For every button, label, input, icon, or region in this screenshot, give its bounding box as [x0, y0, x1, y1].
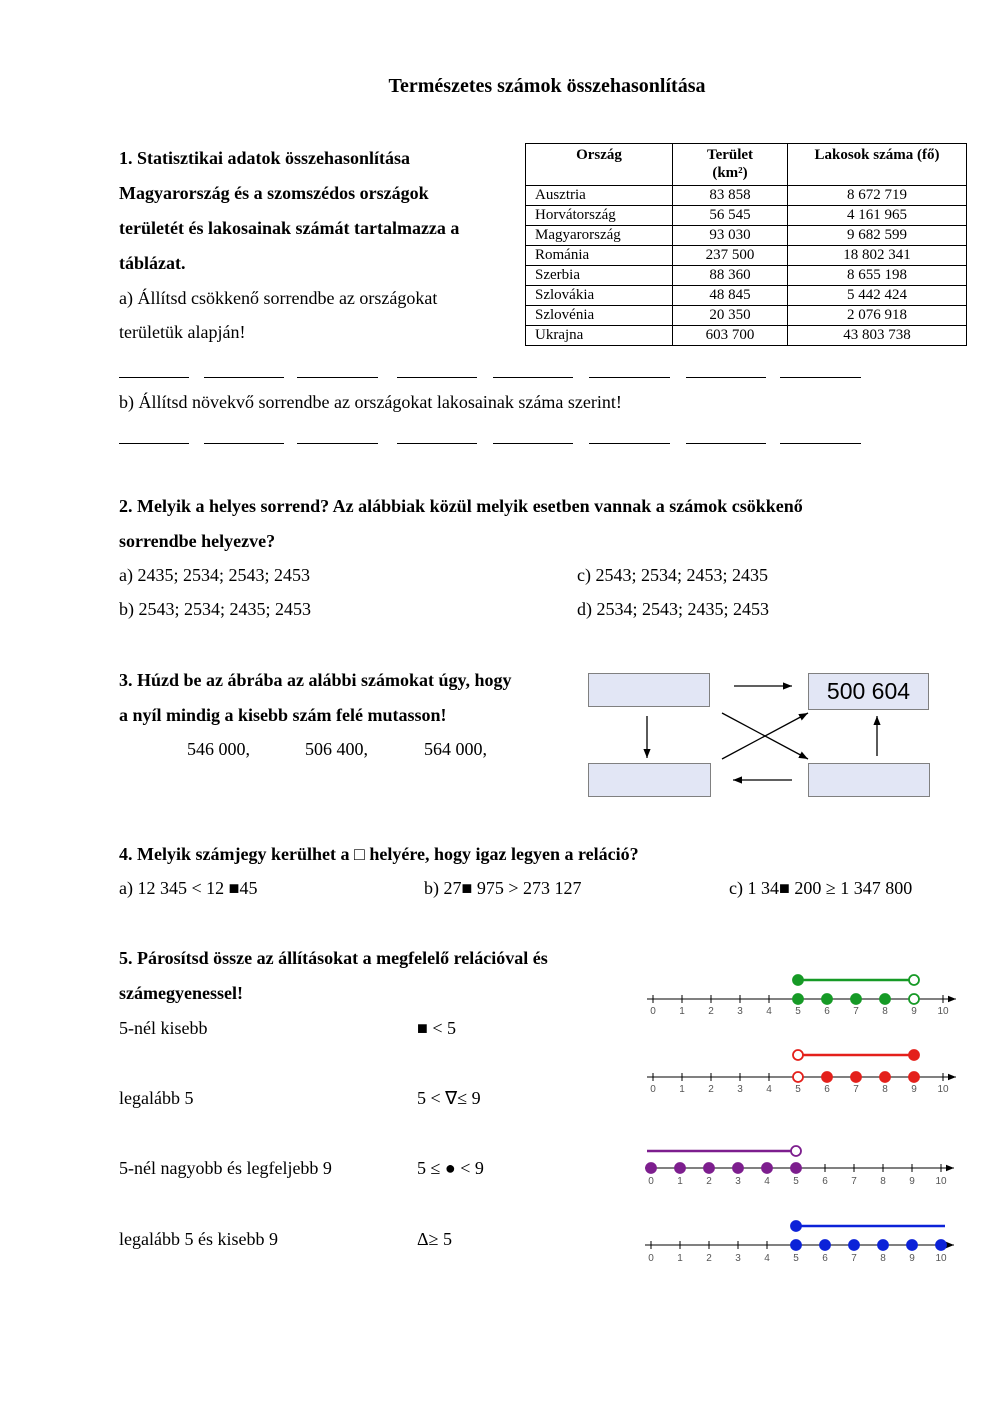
task-b-text: b) Állítsd növekvő sorrendbe az országokat lakosainak száma szerint! [119, 392, 622, 412]
tick-label: 1 [677, 1253, 683, 1264]
cell-population: 8 655 198 [788, 266, 967, 286]
answer-blank[interactable] [780, 377, 861, 378]
cell-area: 20 350 [673, 306, 788, 326]
tick-label: 5 [795, 1084, 801, 1095]
tick-label: 3 [737, 1006, 743, 1017]
cell-population: 4 161 965 [788, 206, 967, 226]
tick-label: 9 [911, 1006, 917, 1017]
tick-label: 7 [853, 1084, 859, 1095]
range-endpoint-open [791, 1146, 801, 1156]
point-filled [880, 994, 890, 1004]
cell-population: 5 442 424 [788, 286, 967, 306]
tick-label: 6 [824, 1006, 830, 1017]
cell-country: Ukrajna [526, 326, 673, 346]
tick-label: 7 [853, 1006, 859, 1017]
table-row [526, 306, 967, 326]
section1-heading: 1. Statisztikai adatok összehasonlítása [119, 148, 411, 168]
answer-blank[interactable] [204, 443, 284, 444]
number-line-red[interactable] [640, 1045, 970, 1097]
tick-label: 9 [911, 1084, 917, 1095]
section1-intro-line: területét és lakosainak számát tartalmazza a [119, 218, 460, 238]
point-filled [822, 1072, 832, 1082]
cell-area: 83 858 [673, 186, 788, 206]
tick-label: 3 [735, 1176, 741, 1187]
section3-heading: a nyíl mindig a kisebb szám felé mutasson! [119, 705, 447, 725]
header-area [673, 144, 788, 186]
tick-label: 8 [880, 1253, 886, 1264]
point-filled [675, 1163, 685, 1173]
answer-blank[interactable] [493, 443, 573, 444]
task-a-text: a) Állítsd csökkenő sorrendbe az országokat [119, 288, 438, 308]
point-filled [822, 994, 832, 1004]
tick-label: 7 [851, 1176, 857, 1187]
cell-country: Szerbia [526, 266, 673, 286]
cell-country: Ausztria [526, 186, 673, 206]
tick-label: 10 [935, 1176, 947, 1187]
section2-heading: 2. Melyik a helyes sorrend? Az alábbiak közül melyik esetben vannak a számok csökkenő [119, 496, 803, 516]
cell-country: Horvátország [526, 206, 673, 226]
tick-label: 2 [706, 1253, 712, 1264]
tick-label: 6 [822, 1253, 828, 1264]
tick-label: 9 [909, 1176, 915, 1187]
tick-label: 0 [648, 1176, 654, 1187]
tick-label: 3 [737, 1084, 743, 1095]
answer-blank[interactable] [780, 443, 861, 444]
point-filled [851, 1072, 861, 1082]
tick-label: 8 [882, 1084, 888, 1095]
answer-blank[interactable] [297, 443, 378, 444]
point-filled [907, 1240, 917, 1250]
cell-country: Szlovákia [526, 286, 673, 306]
header-area-label: Terület [706, 147, 754, 163]
point-filled [909, 1072, 919, 1082]
point-open [909, 994, 919, 1004]
tick-label: 1 [677, 1176, 683, 1187]
cell-population: 2 076 918 [788, 306, 967, 326]
range-endpoint-open [909, 975, 919, 985]
point-filled [762, 1163, 772, 1173]
number-to-place: 564 000, [424, 739, 487, 759]
cell-area: 237 500 [673, 246, 788, 266]
header-area-unit: (km²) [712, 165, 748, 181]
section2-heading: sorrendbe helyezve? [119, 531, 276, 551]
cell-country: Szlovénia [526, 306, 673, 326]
cell-country: Románia [526, 246, 673, 266]
number-to-place: 506 400, [305, 739, 368, 759]
page-title: Természetes számok összehasonlítása [388, 75, 706, 97]
table-header-row [526, 144, 967, 186]
tick-label: 5 [795, 1006, 801, 1017]
section1-intro-line: Magyarország és a szomszédos országok [119, 183, 429, 203]
point-filled [733, 1163, 743, 1173]
cell-area: 603 700 [673, 326, 788, 346]
answer-blank[interactable] [589, 443, 670, 444]
tick-label: 7 [851, 1253, 857, 1264]
tick-label: 1 [679, 1084, 685, 1095]
point-filled [849, 1240, 859, 1250]
tick-label: 0 [650, 1084, 656, 1095]
statement[interactable]: legalább 5 [119, 1088, 194, 1108]
section3-heading: 3. Húzd be az ábrába az alábbi számokat úgy, hogy [119, 670, 512, 690]
cell-population: 18 802 341 [788, 246, 967, 266]
cell-area: 88 360 [673, 266, 788, 286]
cell-population: 43 803 738 [788, 326, 967, 346]
table-row [526, 286, 967, 306]
point-filled [646, 1163, 656, 1173]
range-endpoint-closed [791, 1221, 801, 1231]
number-to-place: 546 000, [187, 739, 250, 759]
answer-blank[interactable] [297, 377, 378, 378]
cell-population: 9 682 599 [788, 226, 967, 246]
arrow-diagram [580, 665, 950, 805]
point-filled [791, 1163, 801, 1173]
tick-label: 0 [648, 1253, 654, 1264]
tick-label: 6 [824, 1084, 830, 1095]
point-filled [936, 1240, 946, 1250]
cell-area: 93 030 [673, 226, 788, 246]
cell-population: 8 672 719 [788, 186, 967, 206]
relation-symbol[interactable]: 5 ≤ ● < 9 [417, 1158, 484, 1178]
table-row [526, 246, 967, 266]
table-row [526, 206, 967, 226]
tick-label: 4 [766, 1006, 772, 1017]
option-b[interactable]: b) 2543; 2534; 2435; 2453 [119, 599, 311, 619]
header-country: Ország [526, 144, 673, 186]
tick-label: 5 [793, 1176, 799, 1187]
tick-label: 4 [764, 1176, 770, 1187]
point-filled [793, 994, 803, 1004]
section5-heading: számegyenessel! [119, 983, 243, 1003]
tick-label: 3 [735, 1253, 741, 1264]
answer-blank[interactable] [119, 443, 189, 444]
tick-label: 5 [793, 1253, 799, 1264]
answer-blank[interactable] [397, 377, 477, 378]
tick-label: 10 [937, 1084, 949, 1095]
cell-area: 56 545 [673, 206, 788, 226]
point-filled [851, 994, 861, 1004]
table-row [526, 226, 967, 246]
statement[interactable]: 5-nél kisebb [119, 1018, 208, 1038]
answer-blank[interactable] [686, 443, 766, 444]
tick-label: 8 [882, 1006, 888, 1017]
given-number-box: 500 604 [808, 673, 929, 710]
relation-a: a) 12 345 < 12 ■45 [119, 878, 258, 898]
relation-b: b) 27■ 975 > 273 127 [424, 878, 582, 898]
tick-label: 2 [706, 1176, 712, 1187]
tick-label: 0 [650, 1006, 656, 1017]
range-endpoint-open [793, 1050, 803, 1060]
option-c[interactable]: c) 2543; 2534; 2453; 2435 [577, 565, 768, 585]
option-a[interactable]: a) 2435; 2534; 2543; 2453 [119, 565, 310, 585]
cell-country: Magyarország [526, 226, 673, 246]
statement[interactable]: 5-nél nagyobb és legfeljebb 9 [119, 1158, 332, 1178]
tick-label: 1 [679, 1006, 685, 1017]
relation-c: c) 1 34■ 200 ≥ 1 347 800 [729, 878, 913, 898]
answer-blank[interactable] [493, 377, 573, 378]
answer-blank[interactable] [119, 377, 189, 378]
answer-blank[interactable] [589, 377, 670, 378]
tick-label: 6 [822, 1176, 828, 1187]
number-line-purple[interactable] [638, 1141, 968, 1193]
tick-label: 2 [708, 1084, 714, 1095]
header-population: Lakosok száma (fő) [788, 144, 967, 186]
point-filled [880, 1072, 890, 1082]
point-filled [820, 1240, 830, 1250]
point-filled [791, 1240, 801, 1250]
number-line-green[interactable] [640, 970, 970, 1022]
statement[interactable]: legalább 5 és kisebb 9 [119, 1229, 278, 1249]
range-endpoint-closed [909, 1050, 919, 1060]
tick-label: 10 [935, 1253, 947, 1264]
option-d[interactable]: d) 2534; 2543; 2435; 2453 [577, 599, 769, 619]
cell-area: 48 845 [673, 286, 788, 306]
task-a-text: területük alapján! [119, 322, 246, 342]
point-open [793, 1072, 803, 1082]
point-filled [704, 1163, 714, 1173]
range-endpoint-closed [793, 975, 803, 985]
answer-blank[interactable] [397, 443, 477, 444]
section5-heading: 5. Párosítsd össze az állításokat a megfelelő relációval és [119, 948, 548, 968]
tick-label: 4 [766, 1084, 772, 1095]
table-row [526, 186, 967, 206]
relation-symbol[interactable]: 5 < ∇≤ 9 [417, 1088, 481, 1108]
section1-intro-line: táblázat. [119, 253, 186, 273]
tick-label: 10 [937, 1006, 949, 1017]
tick-label: 2 [708, 1006, 714, 1017]
answer-blank[interactable] [204, 377, 284, 378]
relation-symbol[interactable]: Δ≥ 5 [417, 1229, 452, 1249]
tick-label: 8 [880, 1176, 886, 1187]
section4-heading: 4. Melyik számjegy kerülhet a □ helyére, hogy igaz legyen a reláció? [119, 844, 639, 864]
relation-symbol[interactable]: ■ < 5 [417, 1018, 457, 1038]
tick-label: 4 [764, 1253, 770, 1264]
table-row [526, 326, 967, 346]
table-row [526, 266, 967, 286]
point-filled [878, 1240, 888, 1250]
country-data-table [525, 143, 967, 346]
number-line-blue[interactable] [638, 1216, 968, 1268]
tick-label: 9 [909, 1253, 915, 1264]
answer-blank[interactable] [686, 377, 766, 378]
